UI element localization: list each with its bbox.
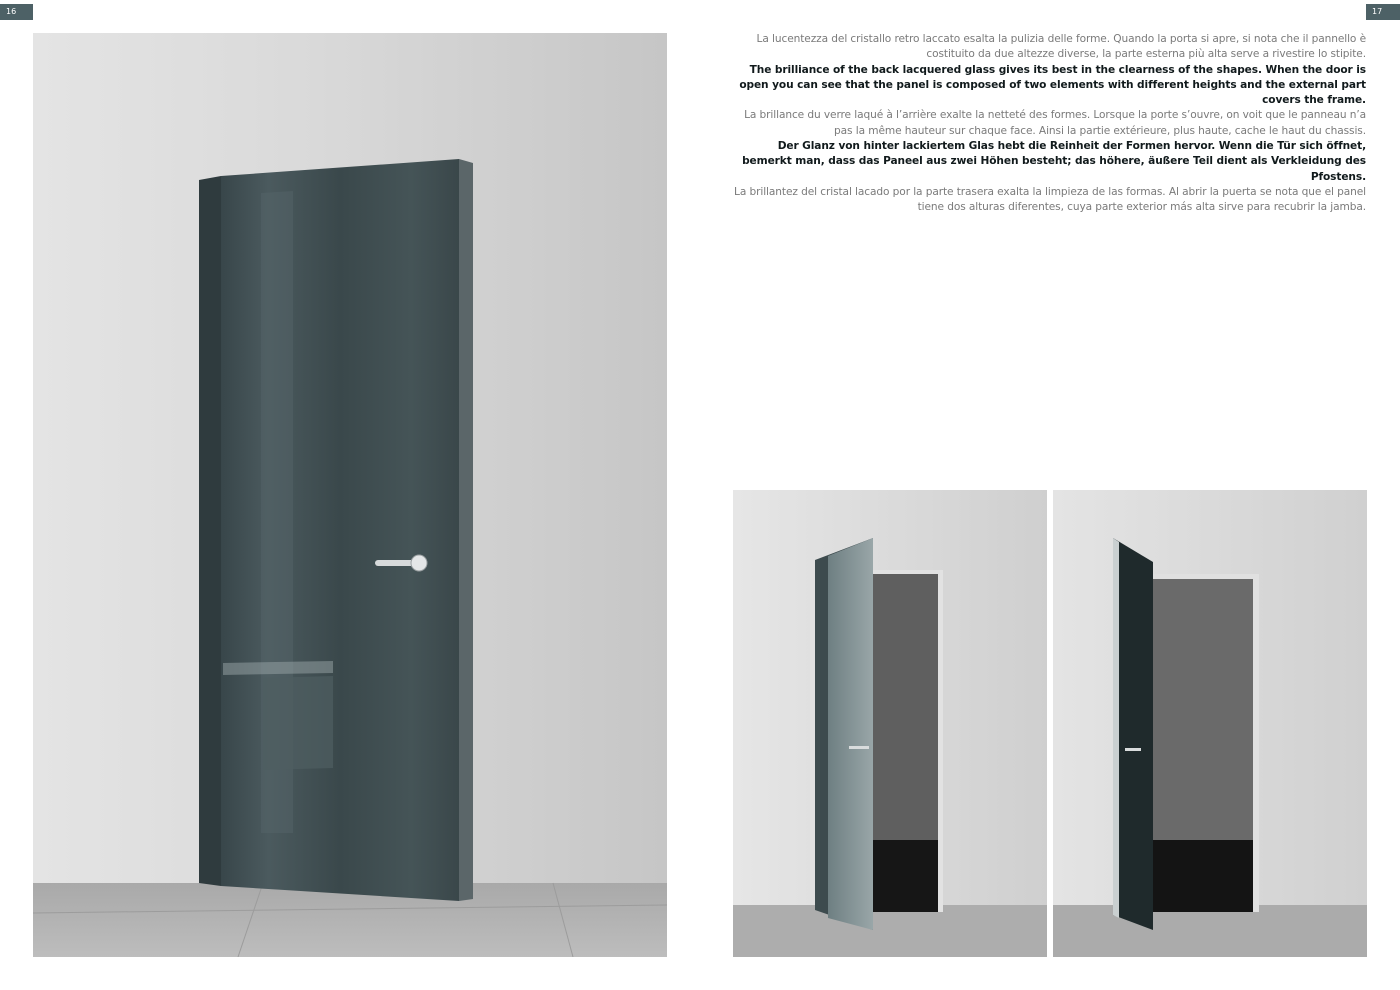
photo-open-door-panel bbox=[733, 490, 1047, 957]
closed-door-illustration bbox=[33, 33, 667, 957]
photo-closed-door bbox=[33, 33, 667, 957]
photo-open-door-frame bbox=[1053, 490, 1367, 957]
caption-german: Der Glanz von hinter lackiertem Glas hebt die Reinheit der Formen hervor. Wenn die Tür sich öffnet, bemerkt man, dass das Paneel aus zwei Höhen besteht; das höhere, äußere Teil dient als Verkleidung des Pfostens. bbox=[742, 140, 1366, 183]
open-door-frame-illustration bbox=[1053, 490, 1367, 957]
caption-french: La brillance du verre laqué à l’arrière exalte la netteté des formes. Lorsque la porte s’ouvre, on voit que le panneau n’a pas la même hauteur sur chaque face. Ainsi la partie extérieure, plus haute, cache le haut du chassis. bbox=[744, 109, 1366, 137]
caption-english: The brilliance of the back lacquered glass gives its best in the clearness of the shapes. When the door is open you can see that the panel is composed of two elements with different heights and the external part covers the frame. bbox=[739, 63, 1366, 107]
caption-italian: La lucentezza del cristallo retro laccato esalta la pulizia delle forme. Quando la porta si apre, si nota che il pannello è costituito da due altezze diverse, la parte esterna più alta serve a rivestire lo stipite. bbox=[756, 33, 1366, 61]
open-door-panel-illustration bbox=[733, 490, 1047, 957]
caption-block bbox=[730, 32, 1366, 216]
page-number-right: 17 bbox=[1366, 4, 1400, 20]
page-number-left: 16 bbox=[0, 4, 33, 20]
caption-spanish: La brillantez del cristal lacado por la parte trasera exalta la limpieza de las formas. Al abrir la puerta se nota que el panel tiene dos alturas diferentes, cuya parte exterior más alta sirve para recubrir la jamba. bbox=[734, 185, 1366, 214]
